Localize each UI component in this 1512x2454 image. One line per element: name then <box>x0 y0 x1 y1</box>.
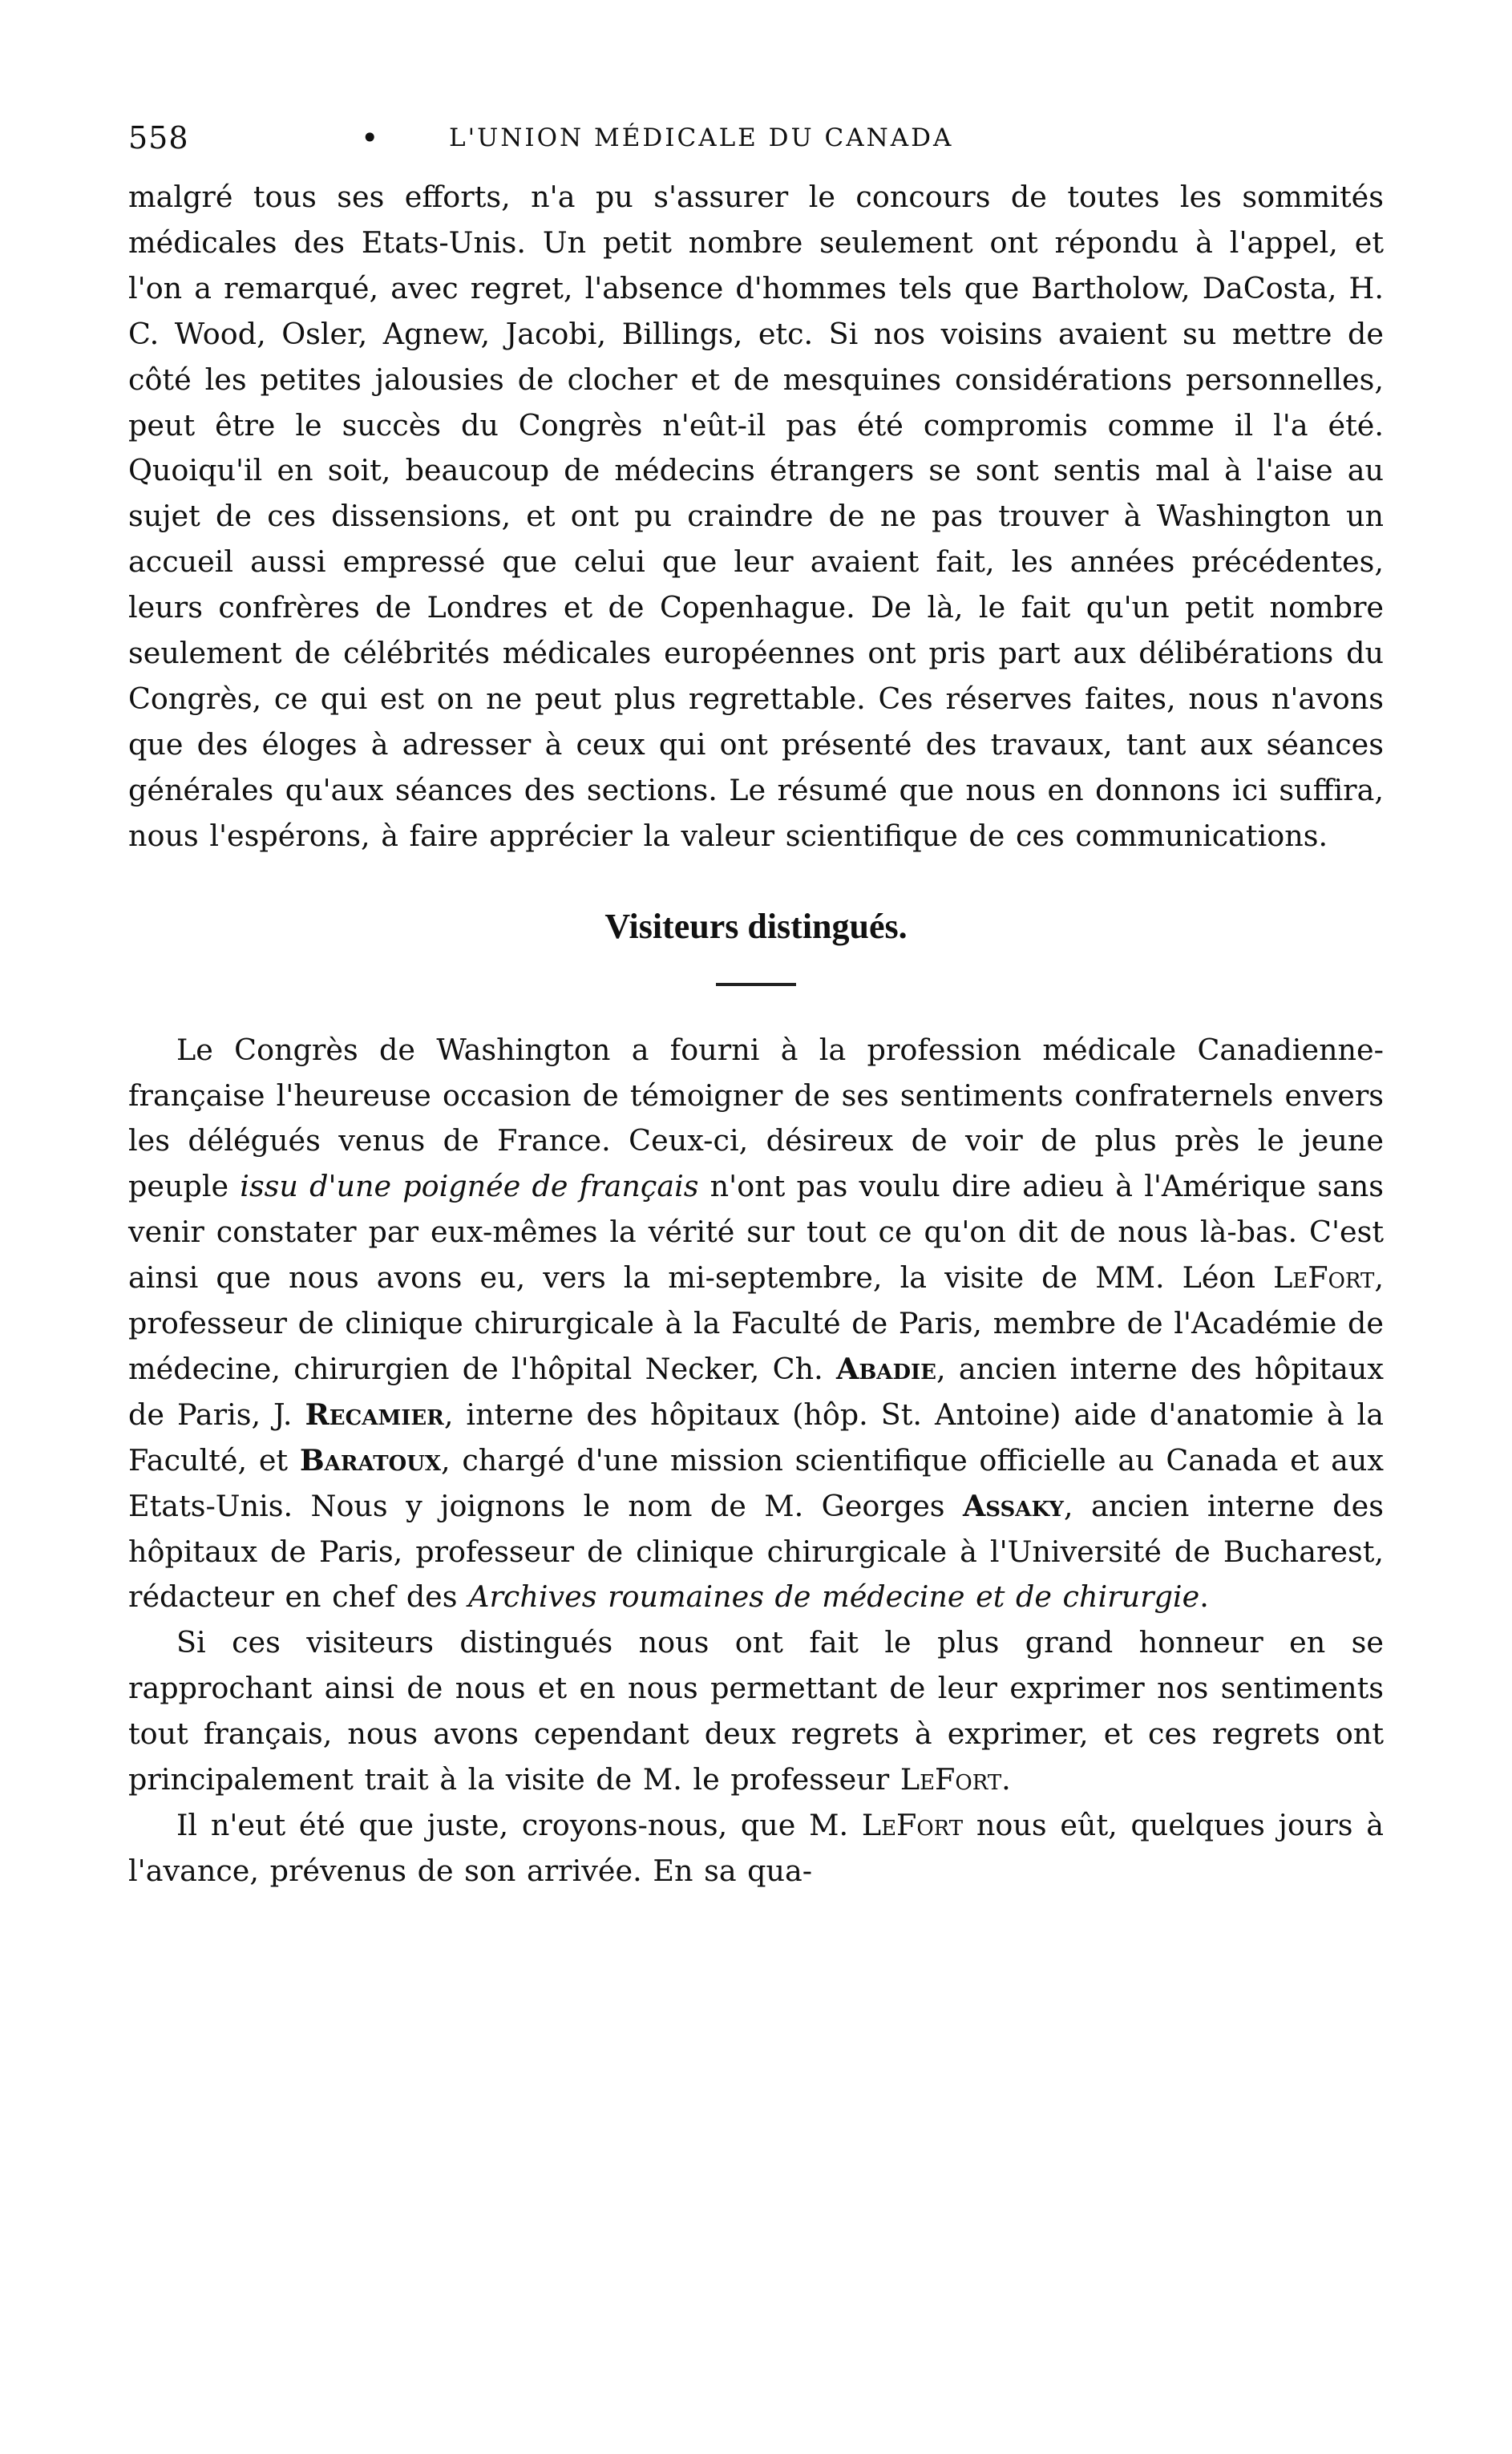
person-name-lefort: LeFort <box>1273 1260 1375 1296</box>
journal-name-italic: Archives roumaines de médecine et de chirurgie <box>468 1579 1200 1615</box>
person-name-baratoux: Baratoux <box>299 1442 442 1478</box>
section-divider <box>716 983 796 986</box>
text-run: . <box>1001 1762 1011 1797</box>
section-title: Visiteurs distingués. <box>604 906 908 946</box>
text-run: , interne des hôpitaux (hôp. St. Antoine) aide d'anatomie à la Faculté, et <box>128 1397 1384 1478</box>
paragraph-regrets <box>128 1620 1384 1803</box>
person-name-lefort: LeFort <box>900 1762 1002 1797</box>
italic-phrase: issu d'une poignée de français <box>240 1169 699 1204</box>
text-run: , chargé d'une mission scientifique officielle au Canada et aux Etats-Unis. Nous y joignons le nom de M. Georges <box>128 1442 1384 1523</box>
person-name-abadie: Abadie <box>836 1351 936 1386</box>
document-page <box>128 120 1384 1894</box>
running-head <box>128 120 1384 168</box>
text-run: n'ont pas voulu dire adieu à l'Amérique sans venir constater par eux-mêmes la vérité sur tout ce qu'on dit de nous là-bas. C'est ainsi que nous avons eu, vers la mi-septembre, la visite de MM. Léon <box>128 1169 1384 1296</box>
text-run: Le Congrès de Washington a fourni à la profession médicale Canadienne-française l'heureuse occasion de témoigner de ses sentiments confraternels envers les délégués venus de France. Ceux-ci, désireux de voir de plus près le jeune peuple <box>128 1032 1384 1204</box>
text-run: . <box>1199 1579 1209 1615</box>
text-run: Si ces visiteurs distingués nous ont fait le plus grand honneur en se rapprochant ainsi de nous et en nous permettant de leur exprimer nos sentiments tout français, nous avons cependant deux regrets à exprimer, et ces regrets ont principalement trait à la visite de M. le professeur <box>128 1625 1384 1797</box>
journal-title: L'UNION MÉDICALE DU CANADA <box>449 123 954 152</box>
text-run: , ancien interne des hôpitaux de Paris, J. <box>128 1351 1384 1432</box>
text-run: nous eût, quelques jours à l'avance, prévenus de son arrivée. En sa qua- <box>128 1808 1384 1888</box>
person-name-assaky: Assaky <box>962 1488 1064 1523</box>
paragraph-intro: malgré tous ses efforts, n'a pu s'assurer le concours de toutes les sommités médicales des Etats-Unis. Un petit nombre seulement ont répondu à l'appel, et l'on a remarqué, avec regret, l'absence d'hommes tels que Bartholow, DaCosta, H. C. Wood, Osler, Agnew, Jacobi, Billings, etc. Si nos voisins avaient su mettre de côté les petites jalousies de clocher et de mesquines considérations personnelles, peut être le succès du Congrès n'eût-il pas été compromis comme il l'a été. Quoiqu'il en soit, beaucoup de médecins étrangers se sont sentis mal à l'aise au sujet de ces dissensions, et ont pu craindre de ne pas trouver à Washington un accueil aussi empressé que celui que leur avaient fait, les années précédentes, leurs confrères de Londres et de Copenhague. De là, le fait qu'un petit nombre seulement de célébrités médicales européennes ont pris part aux délibérations du Congrès, ce qui est on ne peut plus regrettable. Ces réserves faites, nous n'avons que des éloges à adresser à ceux qui ont présenté des travaux, tant aux séances générales qu'aux séances des sections. Le résumé que nous en donnons ici suffira, nous l'espérons, à faire apprécier la valeur scientifique de ces communications. <box>128 180 1384 853</box>
paragraph-visitors <box>128 1028 1384 1621</box>
text-run: Il n'eut été que juste, croyons-nous, que M. <box>176 1808 862 1842</box>
text-run: , ancien interne des hôpitaux de Paris, professeur de clinique chirurgicale à l'Université de Bucharest, rédacteur en chef des <box>128 1488 1384 1615</box>
paragraph-arrival <box>128 1803 1384 1894</box>
text-run: , professeur de clinique chirurgicale à la Faculté de Paris, membre de l'Académie de médecine, chirurgien de l'hôpital Necker, Ch. <box>128 1260 1384 1386</box>
person-name-recamier: Recamier <box>305 1397 444 1432</box>
header-bullet: • <box>361 120 380 156</box>
person-name-lefort: LeFort <box>861 1808 964 1842</box>
page-number: 558 <box>128 120 189 156</box>
